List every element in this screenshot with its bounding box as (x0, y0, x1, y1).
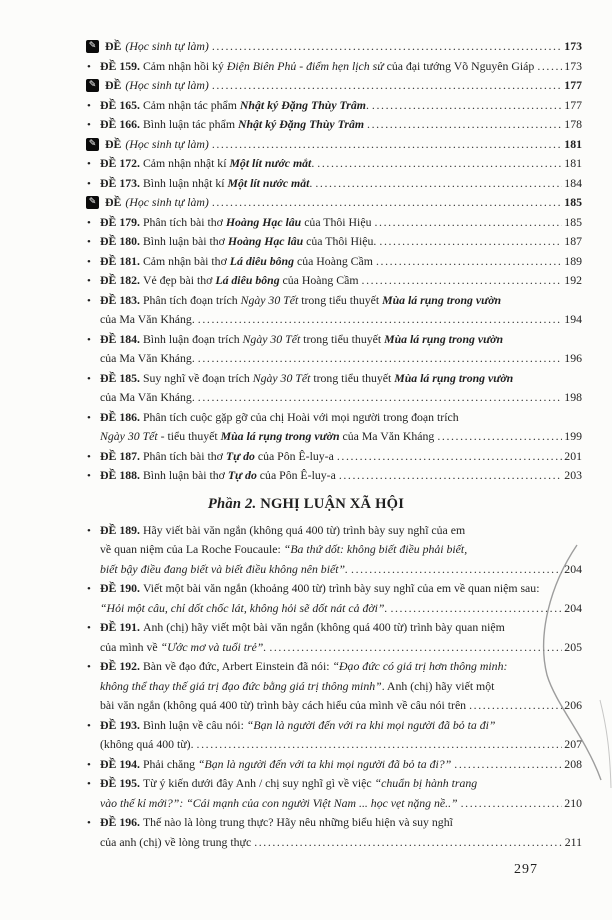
entry-text-segment: trong tiểu thuyết (300, 331, 385, 346)
entry-text-segment: Phân tích đoạn trích (142, 292, 241, 307)
toc-entry (86, 271, 582, 291)
self-study-entry (86, 37, 582, 57)
entry-number: ĐỀ 194. (100, 756, 143, 771)
entry-text-segment: Cảm nhận bài thơ (142, 253, 230, 268)
entry-text-segment: “chuẩn bị hành trang (374, 776, 478, 790)
toc-entry (86, 447, 582, 467)
entry-text (100, 252, 373, 272)
entry-text-segment: Phân tích bài thơ (142, 214, 226, 229)
entry-line (100, 560, 582, 580)
entry-text-segment: Tự do (227, 468, 257, 482)
page-number: 181 (564, 156, 582, 170)
entry-text (100, 213, 371, 233)
toc-entry (86, 755, 582, 775)
entry-line (100, 540, 582, 560)
entry-text-segment: Ngày 30 Tết (252, 370, 311, 385)
entry-number: ĐỀ 172. (100, 156, 143, 170)
entry-text (100, 310, 195, 330)
entry-label: ĐỀ (105, 39, 122, 53)
entry-text (100, 833, 251, 853)
entry-text-segment: trong tiểu thuyết (310, 370, 395, 385)
entry-line: • ĐỀ 195. Từ ý kiến dưới đây Anh / chị suy nghĩ gì về việc “chuẩn bị hành trang (87, 776, 478, 790)
entry-text-segment: Lá diêu bông (215, 273, 280, 287)
toc-entry (86, 618, 582, 657)
dot-leader (437, 427, 562, 447)
toc-entry (86, 57, 582, 77)
entry-text (100, 349, 195, 369)
entry-label: ĐỀ (105, 195, 122, 209)
entry-text-segment: trong tiểu thuyết (298, 292, 383, 307)
entry-number: ĐỀ 195. (100, 776, 143, 790)
entry-text-segment: Anh (chị) hãy viết một bài văn ngắn (không quá 400 từ) trình bày quan niệm (142, 620, 505, 634)
toc-entry (86, 774, 582, 813)
page-number: 208 (564, 756, 582, 771)
entry-text (100, 794, 458, 814)
entry-text-segment: Mùa lá rụng trong vườn (382, 292, 502, 307)
dot-leader (537, 57, 562, 77)
entry-text-segment: Một lít nước mắt (227, 175, 310, 190)
dot-leader (212, 193, 562, 213)
dot-leader (372, 96, 562, 116)
entry-number: ĐỀ 182. (100, 273, 143, 287)
entry-line: • ĐỀ 159. Cảm nhận hồi ký Điện Biên Phủ - điểm hẹn lịch sử của đại tướng Võ Nguyên Giáp ..... 173 (100, 57, 582, 77)
entry-text-segment: bài văn ngắn (không quá 400 từ) trình bày cách hiểu của mình về câu nói trên (100, 698, 467, 712)
entry-text-segment: Bình luận bài thơ (142, 234, 228, 248)
dot-leader (379, 232, 562, 252)
page-number: 204 (564, 561, 582, 576)
self-study-entry (86, 135, 582, 155)
entry-text-segment: . (309, 175, 313, 190)
entry-text (100, 115, 364, 135)
entry-line: • ĐỀ 186. Phân tích cuộc gặp gỡ của chị Hoài với mọi người trong đoạn trích (87, 409, 459, 424)
entry-note: (Học sinh tự làm) (125, 78, 209, 92)
toc-entry (86, 115, 582, 135)
entry-text-segment: Cảm nhận tác phẩm (142, 97, 240, 112)
entry-line: • ĐỀ 191. Anh (chị) hãy viết một bài văn ngắn (không quá 400 từ) trình bày quan niệm (87, 620, 505, 634)
entry-text (100, 523, 465, 537)
entry-text-segment: . Anh (chị) hãy viết một (381, 678, 495, 693)
entry-text (100, 232, 376, 252)
dot-leader (454, 755, 562, 775)
entry-text (100, 542, 467, 556)
page-number: 173 (564, 39, 582, 53)
entry-text-segment: Suy nghĩ về đoạn trích (142, 370, 253, 385)
entry-text-segment: Mùa lá rụng trong vườn (220, 429, 340, 443)
entry-text-segment: Ngày 30 Tết (100, 429, 158, 443)
entry-text-segment: của Pôn Ê-luy-a (254, 448, 334, 463)
entry-number: ĐỀ 159. (100, 58, 143, 73)
footer-page-number: 297 (514, 862, 538, 877)
page-number: 194 (564, 312, 582, 326)
entry-text-segment: “Bạn là người đến với ra khi mọi người đã bỏ ta đi” (246, 717, 496, 732)
entry-text-segment: Vẻ đẹp bài thơ (142, 273, 216, 287)
dot-leader (390, 599, 562, 619)
entry-text-segment: Nhật ký Đặng Thùy Trâm (239, 97, 366, 112)
entry-text-segment: Thế nào là lòng trung thực? Hãy nêu những biểu hiện và suy nghĩ (142, 815, 453, 829)
entry-text-segment: NGHỊ LUẬN XÃ HỘI (256, 495, 405, 512)
toc-list (86, 37, 582, 852)
entry-text (100, 410, 459, 424)
entry-number: ĐỀ 191. (100, 620, 143, 634)
entry-text-segment: Hãy viết bài văn ngắn (không quá 400 từ) trình bày suy nghĩ của em (142, 522, 466, 537)
entry-text-segment: Lá diêu bông (229, 253, 295, 268)
toc-entry (86, 521, 582, 580)
entry-text (100, 718, 495, 732)
entry-number: ĐỀ 183. (100, 292, 143, 307)
entry-text-segment: Phân tích bài thơ (142, 448, 226, 463)
entry-text (100, 466, 336, 486)
page-number: 178 (564, 117, 582, 131)
entry-text-segment: Bình luận nhật kí (142, 175, 228, 190)
entry-text-segment: của đại tướng Võ Nguyên Giáp (383, 58, 535, 73)
entry-text-segment: - tiểu thuyết (157, 429, 221, 443)
page-number: 181 (564, 136, 582, 151)
entry-line (100, 794, 582, 814)
entry-text-segment: Tự do (225, 448, 255, 463)
entry-number: ĐỀ 165. (100, 97, 143, 112)
entry-text-segment: biết bậy điều đang biết và biết điều không nên biết”. (100, 561, 349, 576)
entry-text-segment: Cảm nhận hồi ký (142, 58, 227, 73)
dot-leader (337, 447, 562, 467)
entry-number: ĐỀ 189. (100, 522, 143, 537)
entry-text-segment: của Thôi Hiệu (301, 214, 372, 229)
entry-text-segment: Phân tích cuộc gặp gỡ của chị Hoài với mọi người trong đoạn trích (142, 409, 459, 424)
dot-leader (374, 213, 562, 233)
entry-text-segment: Viết một bài văn ngắn (khoảng 400 từ) trình bày suy nghĩ của em về quan niệm sau: (142, 581, 540, 595)
entry-text (100, 560, 348, 580)
footer (86, 852, 582, 880)
dot-leader (367, 115, 562, 135)
page-number: 210 (564, 795, 582, 810)
entry-line (100, 349, 582, 369)
entry-text-segment: Hoàng Hạc lâu (227, 234, 304, 248)
dot-leader (198, 388, 563, 408)
entry-text-segment: “Bạn là người đến với ta khi mọi người đã bỏ ta đi?” (197, 756, 452, 771)
entry-number: ĐỀ 188. (100, 468, 143, 482)
entry-text (100, 679, 494, 693)
entry-text-segment: vào thế kỉ mới?”: (100, 795, 184, 810)
entry-text (100, 447, 334, 467)
entry-text-segment: của anh (chị) về lòng trung thực (100, 834, 252, 849)
section-heading (30, 494, 582, 514)
entry-line (100, 427, 582, 447)
entry-text-segment: Cảm nhận nhật kí (142, 156, 230, 170)
entry-text-segment: của Ma Văn Kháng (339, 429, 435, 443)
page-number: 199 (564, 429, 582, 443)
entry-text-segment: Hoàng Hạc lâu (225, 214, 302, 229)
pencil-icon: ✎ (86, 138, 99, 151)
dot-leader (315, 174, 562, 194)
entry-line (100, 638, 582, 658)
entry-text (100, 638, 266, 658)
entry-line: • ĐỀ 189. Hãy viết bài văn ngắn (không quá 400 từ) trình bày suy nghĩ của em (87, 522, 466, 537)
entry-text (100, 271, 359, 291)
entry-text (100, 332, 503, 346)
page-number: 187 (564, 234, 582, 248)
entry-line: • ĐỀ 192. Bàn về đạo đức, Arbert Einstein đã nói: “Đạo đức có giá trị hơn thông minh: (87, 659, 508, 673)
entry-line: • ĐỀ 184. Bình luận đoạn trích Ngày 30 Tết trong tiểu thuyết Mùa lá rụng trong vườn (87, 331, 504, 346)
entry-line: • ĐỀ 196. Thế nào là lòng trung thực? Hãy nêu những biểu hiện và suy nghĩ (87, 815, 453, 829)
page-number: 185 (564, 214, 582, 229)
entry-text-segment: Ngày 30 Tết (240, 292, 299, 307)
dot-leader (339, 466, 562, 486)
entry-text-segment: Điện Biên Phủ - điểm hẹn lịch sử (226, 58, 384, 73)
entry-number: ĐỀ 185. (100, 370, 143, 385)
entry-text (100, 581, 539, 595)
dot-leader (212, 135, 562, 155)
toc-entry (86, 96, 582, 116)
toc-entry (86, 657, 582, 716)
entry-line: • ĐỀ 173. Bình luận nhật kí Một lít nước mắt. ..... 184 (100, 174, 582, 194)
entry-text-segment: của Pôn Ê-luy-a (256, 468, 336, 482)
toc-entry (86, 813, 582, 852)
entry-line: • ĐỀ 180. Bình luận bài thơ Hoàng Hạc lâu của Thôi Hiệu. ..... 187 (100, 232, 582, 252)
toc-entry (86, 174, 582, 194)
entry-text-segment: “Hỏi một câu, chỉ dốt chốc lát, không hỏi sẽ dốt nát cả đời”. (100, 600, 388, 615)
entry-note: (Học sinh tự làm) (125, 39, 209, 53)
pencil-icon: ✎ (86, 40, 99, 53)
dot-leader (317, 154, 562, 174)
entry-text-segment: (không quá 400 từ). (100, 737, 194, 751)
entry-text-segment: Ngày 30 Tết (242, 331, 301, 346)
entry-text (100, 776, 477, 790)
dot-leader (351, 560, 562, 580)
entry-number: ĐỀ 190. (100, 581, 143, 595)
page-number: 206 (564, 698, 582, 712)
entry-text-segment: của Hoàng Cầm (279, 273, 359, 287)
entry-line: • ĐỀ 185. Suy nghĩ về đoạn trích Ngày 30 Tết trong tiểu thuyết Mùa lá rụng trong vườn (87, 370, 514, 385)
pencil-icon: ✎ (86, 196, 99, 209)
entry-text-segment: “Ước mơ và tuổi trẻ”. (160, 639, 267, 654)
entry-line: • ĐỀ 181. Cảm nhận bài thơ Lá diêu bông của Hoàng Cầm ..... 189 (100, 252, 582, 272)
entry-line: • ĐỀ 182. Vẻ đẹp bài thơ Lá diêu bông của Hoàng Cầm ..... 192 (100, 271, 582, 291)
entry-line (100, 833, 582, 853)
self-study-entry (86, 76, 582, 96)
entry-text-segment: về quan niệm của La Roche Foucaule: (100, 542, 284, 556)
entry-number: ĐỀ 196. (100, 815, 143, 829)
entry-text-segment: không thể thay thế giá trị đạo đức bằng giá trị thông minh” (100, 678, 382, 693)
entry-note: (Học sinh tự làm) (125, 136, 209, 151)
dot-leader (469, 696, 562, 716)
entry-text (100, 96, 369, 116)
entry-number: ĐỀ 166. (100, 117, 143, 131)
entry-text (100, 371, 513, 385)
entry-line (100, 310, 582, 330)
toc-entry (86, 466, 582, 486)
entry-line: • ĐỀ 165. Cảm nhận tác phẩm Nhật ký Đặng Thùy Trâm. ..... 177 (100, 96, 582, 116)
entry-text (100, 755, 451, 775)
entry-text-segment: . (365, 97, 369, 112)
entry-line: • ĐỀ 190. Viết một bài văn ngắn (khoảng 400 từ) trình bày suy nghĩ của em về quan niệm sau: (87, 581, 540, 595)
toc-entry (86, 579, 582, 618)
entry-line: • ĐỀ 183. Phân tích đoạn trích Ngày 30 Tết trong tiểu thuyết Mùa lá rụng trong vườn (87, 292, 502, 307)
entry-number: ĐỀ 192. (100, 659, 143, 673)
page-number: 203 (564, 468, 582, 482)
entry-label: ĐỀ (105, 136, 122, 151)
entry-line: • ĐỀ 188. Bình luận bài thơ Tự do của Pôn Ê-luy-a ..... 203 (100, 466, 582, 486)
entry-text-segment: “Cái mạnh của con người Việt Nam ... học vẹt nặng nề..” (186, 795, 458, 810)
entry-text-segment: Từ ý kiến dưới đây Anh / chị suy nghĩ gì về việc (142, 776, 375, 790)
entry-number: ĐỀ 187. (100, 448, 143, 463)
entry-number: ĐỀ 180. (100, 234, 143, 248)
page-number: 205 (564, 639, 582, 654)
entry-text-segment: của Ma Văn Kháng. (100, 390, 195, 404)
pencil-icon: ✎ (86, 79, 99, 92)
dot-leader (362, 271, 563, 291)
dot-leader (197, 735, 563, 755)
dot-leader (212, 76, 562, 96)
entry-text-segment: Mùa lá rụng trong vườn (384, 331, 504, 346)
entry-number: ĐỀ 193. (100, 717, 143, 732)
entry-note: (Học sinh tự làm) (125, 195, 209, 209)
entry-number: ĐỀ 173. (100, 175, 143, 190)
entry-text-segment: của mình về (100, 639, 161, 654)
dot-leader (461, 794, 563, 814)
entry-text-segment: Một lít nước mắt (229, 156, 312, 170)
entry-line: • ĐỀ 187. Phân tích bài thơ Tự do của Pôn Ê-luy-a ..... 201 (100, 447, 582, 467)
page-number: 201 (564, 448, 582, 463)
entry-text (100, 174, 312, 194)
entry-text (100, 599, 387, 619)
entry-text (100, 427, 434, 447)
entry-text (100, 57, 534, 77)
page-number: 185 (564, 195, 582, 209)
toc-entry (86, 213, 582, 233)
dot-leader (212, 37, 562, 57)
entry-text-segment: của Ma Văn Kháng. (100, 312, 195, 326)
page-number: 184 (564, 175, 582, 190)
entry-line (100, 696, 582, 716)
entry-text-segment: Bình luận đoạn trích (142, 331, 243, 346)
entry-text (100, 620, 505, 634)
entry-text (100, 735, 194, 755)
entry-label: ĐỀ (105, 78, 122, 92)
entry-text-segment: Bàn về đạo đức, Arbert Einstein đã nói: (142, 659, 333, 673)
toc-entry (86, 716, 582, 755)
entry-text-segment: Nhật ký Đặng Thùy Trâm (237, 117, 365, 131)
toc-entry (86, 232, 582, 252)
entry-text-segment: “Đạo đức có giá trị hơn thông minh: (332, 659, 508, 673)
entry-text (100, 696, 466, 716)
page-number: 192 (564, 273, 582, 287)
page-number: 177 (564, 97, 582, 112)
entry-line: • ĐỀ 194. Phải chăng “Bạn là người đến với ta khi mọi người đã bỏ ta đi?” ..... 208 (100, 755, 582, 775)
entry-text-segment: Phải chăng (142, 756, 198, 771)
toc-entry (86, 154, 582, 174)
toc-entry (86, 252, 582, 272)
entry-line (100, 677, 582, 697)
entry-text (100, 293, 501, 307)
page-number: 207 (564, 737, 582, 751)
entry-text (100, 388, 195, 408)
entry-number: ĐỀ 186. (100, 409, 143, 424)
entry-text-segment: Bình luận về câu nói: (142, 717, 247, 732)
entry-text-segment: Bình luận tác phẩm (142, 117, 238, 131)
entry-text-segment: của Ma Văn Kháng. (100, 351, 195, 365)
entry-text (100, 154, 314, 174)
entry-text-segment: của Hoàng Cầm (294, 253, 373, 268)
page-number: 198 (564, 390, 582, 404)
page-number: 204 (564, 600, 582, 615)
dot-leader (254, 833, 563, 853)
entry-text-segment: “Ba thứ dốt: không biết điều phải biết, (283, 542, 468, 556)
entry-line: • ĐỀ 179. Phân tích bài thơ Hoàng Hạc lâu của Thôi Hiệu ..... 185 (100, 213, 582, 233)
entry-line (100, 388, 582, 408)
entry-text (100, 815, 453, 829)
entry-text-segment: Mùa lá rụng trong vườn (394, 370, 514, 385)
entry-line: • ĐỀ 166. Bình luận tác phẩm Nhật ký Đặng Thùy Trâm ..... 178 (100, 115, 582, 135)
toc-entry (86, 408, 582, 447)
toc-entry (86, 369, 582, 408)
entry-text-segment: Phần 2. (207, 495, 257, 512)
entry-line: • ĐỀ 172. Cảm nhận nhật kí Một lít nước mắt. ..... 181 (100, 154, 582, 174)
toc-entry (86, 330, 582, 369)
entry-text-segment: Bình luận bài thơ (142, 468, 228, 482)
entry-number: ĐỀ 181. (100, 253, 143, 268)
page-number: 177 (564, 78, 582, 92)
entry-text-segment: . (311, 156, 315, 170)
page-number: 196 (564, 351, 582, 365)
entry-number: ĐỀ 184. (100, 331, 143, 346)
dot-leader (269, 638, 562, 658)
page-number: 189 (564, 253, 582, 268)
page-number: 173 (564, 58, 582, 73)
dot-leader (198, 349, 563, 369)
entry-line (100, 735, 582, 755)
entry-line: • ĐỀ 193. Bình luận về câu nói: “Bạn là người đến với ra khi mọi người đã bỏ ta đi” (87, 717, 496, 732)
entry-text-segment: của Thôi Hiệu. (303, 234, 377, 248)
self-study-entry (86, 193, 582, 213)
toc-entry (86, 291, 582, 330)
entry-text (100, 659, 507, 673)
dot-leader (376, 252, 562, 272)
entry-number: ĐỀ 179. (100, 214, 143, 229)
page-number: 211 (564, 834, 582, 849)
entry-line (100, 599, 582, 619)
dot-leader (198, 310, 563, 330)
